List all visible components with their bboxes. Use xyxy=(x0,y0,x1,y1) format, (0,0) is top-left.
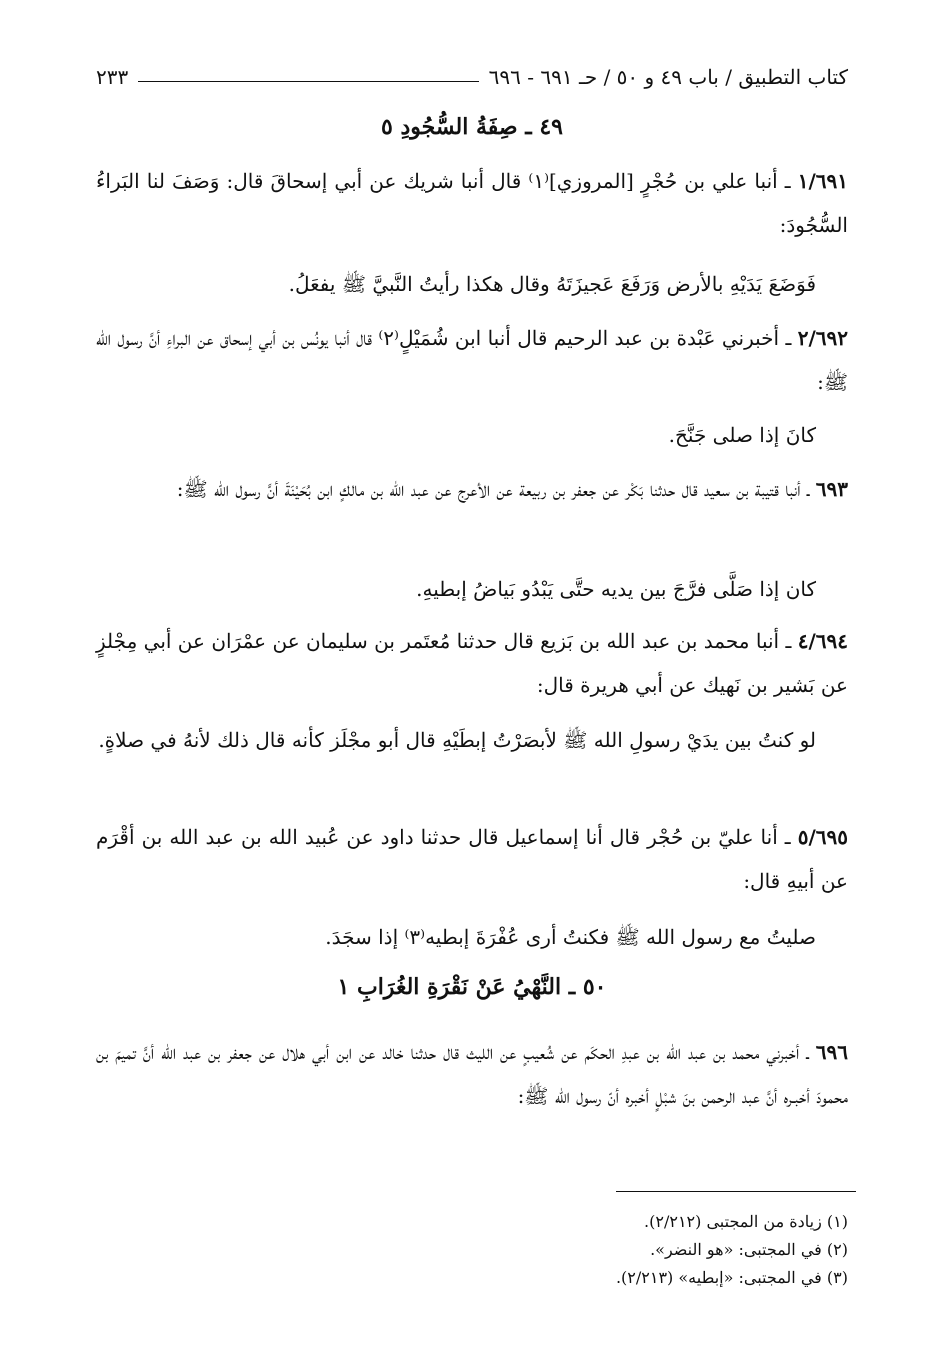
header-rule xyxy=(138,81,478,82)
hadith-692-text: ـ أخبرني عَبْدة بن عبد الرحيم قال أنبا ابن شُمَيْلٍ⁽٢⁾ قال أنبا يونُس بن أبي إسحاق عن البراءِ أنَّ رسول الله ﷺ: xyxy=(96,326,848,394)
footnote-1: (١) زيادة من المجتبى (٢/٢١٢). xyxy=(644,1212,848,1231)
footnote-2: (٢) في المجتبى: «هو النضر». xyxy=(650,1240,848,1259)
page-header xyxy=(96,62,848,92)
hadith-693-isnad xyxy=(96,467,848,511)
hadith-692-matn: كانَ إذا صلى جَنَّحَ. xyxy=(668,423,816,447)
hadith-695-number: ٥/٦٩٥ xyxy=(797,825,848,849)
footnote-rule xyxy=(616,1191,856,1192)
hadith-695-matn: صليتُ مع رسول الله ﷺ فكنتُ أرى عُفْرَةَ إبطيه⁽٣⁾ إذا سجَدَ. xyxy=(325,925,816,949)
hadith-694-number: ٤/٦٩٤ xyxy=(797,629,848,653)
hadith-692-isnad xyxy=(96,316,848,404)
hadith-695-isnad xyxy=(96,815,848,903)
hadith-694-isnad xyxy=(96,619,848,707)
hadith-696-isnad xyxy=(96,1030,848,1118)
hadith-692-number: ٢/٦٩٢ xyxy=(797,326,848,350)
hadith-691-number: ١/٦٩١ xyxy=(797,169,848,193)
running-title: كتاب التطبيق / باب ٤٩ و ٥٠ / حـ ٦٩١ - ٦٩٦ xyxy=(488,65,848,89)
hadith-694-text: ـ أنبا محمد بن عبد الله بن بَزيع قال حدثنا مُعتَمر بن سليمان عن عمْرَان عن أبي مِجْلزٍ عن بَشير بن نَهيك عن أبي هريرة قال: xyxy=(96,629,848,697)
hadith-691-matn: فَوَضَعَ يَدَيْهِ بالأرض وَرَفَعَ عَجيزَتَهُ وقال هكذا رأيتُ النَّبيَّ ﷺ يفعَلُ. xyxy=(288,272,816,296)
section-50-heading: ٥٠ ـ النَّهْيُ عَنْ نَقْرَةِ الغُرَابِ ١ xyxy=(337,974,607,1000)
hadith-693-matn: كان إذا صَلَّى فرَّجَ بين يديه حتَّى يَبْدُو بَياضُ إبطيهِ. xyxy=(416,577,816,601)
hadith-693-text: ـ أنبا قتيبة بن سعيد قال حدثنا بَكْر عن جعفر بن ربيعة عن الأعرج عن عبد الله بن مالكٍ ابن بُحَيْنَةَ أنَّ رسول الله ﷺ: xyxy=(176,477,816,501)
hadith-691-text: ـ أنبا علي بن حُجْرٍ [المروزي]⁽١⁾ قال أنبا شريك عن أبي إسحاقَ قال: وَصَفَ لنا البَراءُ السُّجُودَ: xyxy=(96,169,848,237)
footnotes xyxy=(616,1208,848,1292)
page-number: ٢٣٣ xyxy=(96,65,129,89)
hadith-694-matn: لو كنتُ بين يدَيْ رسولِ الله ﷺ لأبصَرْتُ إبطَيْهِ قال أبو مجْلَز كأنه قال ذلك لأنهُ في صلاةٍ. xyxy=(98,728,816,752)
hadith-693-number: ٦٩٣ xyxy=(815,477,848,501)
footnote-3: (٣) في المجتبى: «إبطيه» (٢/٢١٣). xyxy=(615,1268,848,1287)
hadith-695-text: ـ أنا عليّ بن حُجْر قال أنا إسماعيل قال حدثنا داود عن عُبيد الله بن عبد الله بن أقْرَم عن أبيهِ قال: xyxy=(96,825,848,893)
hadith-696-text: ـ أخبرني محمد بن عبد الله بن عبدِ الحكَم عن شُعيبٍ عن الليث قال حدثنا خالد عن ابن أبي هلال عن جعفر بن عبد الله أنَّ تميمَ بن محمودَ أخبـره أنَّ عبد الرحمن بنَ شبْلٍ أخبره أنّ رسول الله ﷺ: xyxy=(96,1040,848,1108)
hadith-696-number: ٦٩٦ xyxy=(815,1040,848,1064)
section-49-heading: ٤٩ ـ صِفَةُ السُّجُودِ ٥ xyxy=(381,114,563,140)
hadith-691-isnad xyxy=(96,159,848,247)
